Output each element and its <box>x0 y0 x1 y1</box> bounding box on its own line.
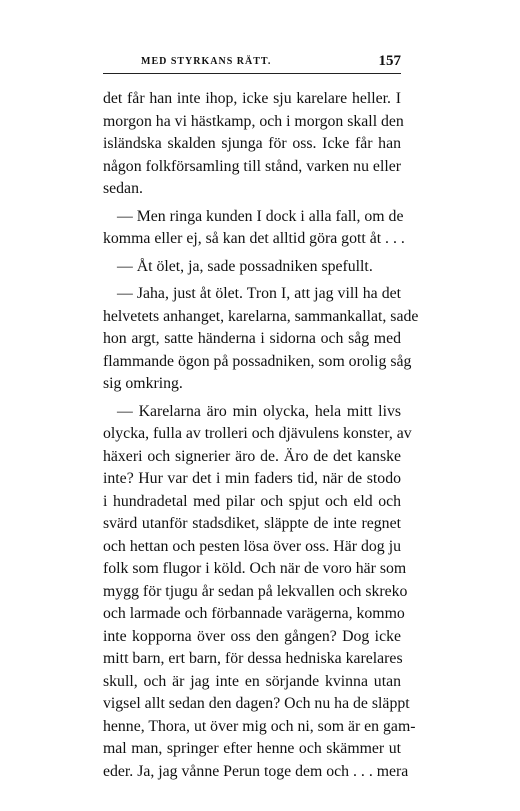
text-line: isländska skalden sjunga för oss. Icke får han <box>103 135 401 152</box>
text-line: sig omkring. <box>103 375 183 392</box>
text-line: henne, Thora, ut över mig och ni, som är en gam- <box>103 717 416 735</box>
text-line: — Men ringa kunden I dock i alla fall, om de <box>117 207 404 225</box>
text-line: vigsel allt sedan den dagen? Och nu ha de släppt <box>103 695 410 712</box>
body-text <box>103 88 419 783</box>
text-line: — Karelarna äro min olycka, hela mitt livs <box>117 402 401 420</box>
text-line: — Jaha, just åt ölet. Tron I, att jag vill ha det <box>117 285 401 302</box>
text-line: komma eller ej, så kan det alltid göra gott åt . . . <box>103 230 405 247</box>
running-head <box>103 50 401 78</box>
text-line: mygg för tjugu år sedan på lekvallen och skreko <box>103 582 408 600</box>
text-line: svärd utanför stadsdiket, släppte de inte regnet <box>103 515 401 532</box>
text-line: morgon ha vi hästkamp, och i morgon skall den <box>103 112 404 130</box>
page-number: 157 <box>378 53 401 69</box>
text-line: flammande ögon på possadniken, som orolig såg <box>103 352 412 370</box>
text-line: inte? Hur var det i min faders tid, när de stodo <box>103 470 401 487</box>
text-line: mitt barn, ert barn, för dessa hedniska karelares <box>103 650 403 667</box>
text-line: helvetets anhanget, karelarna, sammankallat, sade <box>103 307 419 325</box>
text-line: inte kopporna över oss den gången? Dog icke <box>103 627 401 645</box>
text-line: skull, och är jag inte en sörjande kvinna utan <box>103 672 401 690</box>
text-line: mal man, springer efter henne och skämmer ut <box>103 740 401 757</box>
text-line: och larmade och förbannade varägerna, kommo <box>103 605 405 622</box>
text-line: någon folkförsamling till stånd, varken nu eller <box>103 157 401 175</box>
text-line: och hettan och pesten lösa över oss. Här dog ju <box>103 537 401 555</box>
running-title: MED STYRKANS RÄTT. <box>141 56 272 67</box>
text-line: olycka, fulla av trolleri och djävulens konster, av <box>103 425 412 442</box>
text-line: eder. Ja, jag vånne Perun toge dem och . . . mera <box>103 762 409 780</box>
text-line: folk som flugor i köld. Och när de voro här som <box>103 560 407 577</box>
text-line: i hundradetal med pilar och spjut och eld och <box>103 492 401 510</box>
header-rule <box>103 73 401 74</box>
text-line: det får han inte ihop, icke sju karelare heller. I <box>103 90 401 107</box>
text-line: hon argt, satte händerna i sidorna och såg med <box>103 330 401 347</box>
text-line: — Åt ölet, ja, sade possadniken spefullt. <box>117 257 373 275</box>
text-line: sedan. <box>103 180 143 197</box>
text-line: häxeri och signerier äro de. Äro de det kanske <box>103 447 401 465</box>
